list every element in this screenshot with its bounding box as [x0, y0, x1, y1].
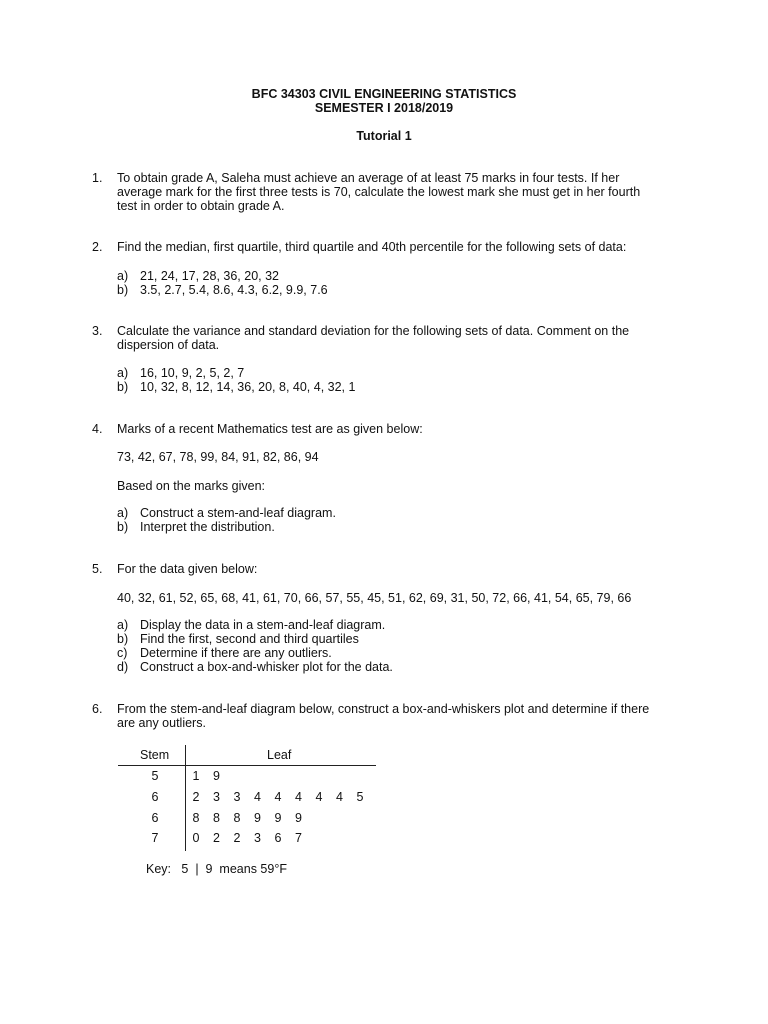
- sub-item-label: a): [117, 618, 129, 632]
- sub-item-label: a): [117, 269, 129, 283]
- leaf-value: 6: [274, 831, 282, 845]
- question-number: 4.: [92, 422, 103, 436]
- leaf-value: 4: [254, 790, 261, 804]
- sub-item-label: b): [117, 380, 129, 394]
- leaf-value: 0: [192, 831, 200, 845]
- sub-item-text: Interpret the distribution.: [140, 520, 275, 534]
- sub-item-label: a): [117, 506, 129, 520]
- question-text-line: dispersion of data.: [117, 338, 220, 352]
- leaf-header: Leaf: [267, 748, 292, 762]
- leaf-value: 4: [274, 790, 282, 804]
- question-intro: Based on the marks given:: [117, 479, 265, 493]
- data-line: 40, 32, 61, 52, 65, 68, 41, 61, 70, 66, 57, 55, 45, 51, 62, 69, 31, 50, 72, 66, 41, 54, 65, 79, 66: [117, 591, 632, 605]
- sub-item-text: Display the data in a stem-and-leaf diagram.: [140, 618, 386, 632]
- stem-and-leaf-table: [118, 745, 376, 853]
- sub-item-text: 16, 10, 9, 2, 5, 2, 7: [140, 366, 245, 380]
- leaf-value: 9: [274, 811, 282, 825]
- leaf-value: 1: [192, 769, 200, 783]
- sub-item-label: b): [117, 632, 129, 646]
- question-number: 6.: [92, 702, 103, 716]
- leaf-value: 2: [233, 831, 241, 845]
- question-text-line: From the stem-and-leaf diagram below, construct a box-and-whiskers plot and determine if there: [117, 702, 650, 716]
- question-text-line: To obtain grade A, Saleha must achieve an average of at least 75 marks in four tests. If her: [117, 171, 620, 185]
- leaf-value: 9: [213, 769, 220, 783]
- sub-item-text: Construct a box-and-whisker plot for the data.: [140, 660, 393, 674]
- sub-item-text: Construct a stem-and-leaf diagram.: [140, 506, 336, 520]
- stem-value: 7: [151, 831, 159, 845]
- leaf-value: 4: [315, 790, 323, 804]
- sub-item-text: 21, 24, 17, 28, 36, 20, 32: [140, 269, 280, 283]
- leaf-value: 9: [254, 811, 261, 825]
- course-title: BFC 34303 CIVIL ENGINEERING STATISTICS: [251, 87, 517, 101]
- question-text-line: are any outliers.: [117, 716, 206, 730]
- question-text-line: test in order to obtain grade A.: [117, 199, 285, 213]
- tutorial-title: Tutorial 1: [356, 129, 412, 143]
- table-header-rule: [118, 765, 376, 766]
- semester-title: SEMESTER I 2018/2019: [314, 101, 454, 115]
- leaf-value: 8: [233, 811, 241, 825]
- stem-header: Stem: [140, 748, 170, 762]
- sub-item-text: Find the first, second and third quartiles: [140, 632, 359, 646]
- sub-item-text: Determine if there are any outliers.: [140, 646, 332, 660]
- leaf-value: 3: [233, 790, 241, 804]
- sub-item-label: a): [117, 366, 129, 380]
- question-number: 2.: [92, 240, 103, 254]
- leaf-value: 2: [192, 790, 200, 804]
- leaf-value: 3: [213, 790, 220, 804]
- sub-item-label: b): [117, 283, 129, 297]
- question-text-line: For the data given below:: [117, 562, 258, 576]
- question-text-line: Calculate the variance and standard deviation for the following sets of data. Comment on the: [117, 324, 630, 338]
- question-text-line: average mark for the first three tests is 70, calculate the lowest mark she must get in her fourth: [117, 185, 641, 199]
- stem-value: 5: [151, 769, 159, 783]
- leaf-value: 2: [213, 831, 220, 845]
- question-number: 3.: [92, 324, 103, 338]
- sub-item-label: b): [117, 520, 129, 534]
- leaf-value: 5: [356, 790, 364, 804]
- sub-item-label: c): [117, 646, 128, 660]
- stem-value: 6: [151, 790, 159, 804]
- leaf-value: 9: [295, 811, 302, 825]
- question-number: 1.: [92, 171, 103, 185]
- leaf-value: 4: [295, 790, 302, 804]
- stem-value: 6: [151, 811, 159, 825]
- question-number: 5.: [92, 562, 103, 576]
- leaf-value: 8: [213, 811, 220, 825]
- leaf-value: 7: [295, 831, 302, 845]
- sub-item-label: d): [117, 660, 129, 674]
- question-text-line: Marks of a recent Mathematics test are as given below:: [117, 422, 423, 436]
- stem-leaf-divider: [185, 745, 186, 851]
- stem-leaf-key: Key: 5 | 9 means 59°F: [146, 862, 287, 876]
- sub-item-text: 3.5, 2.7, 5.4, 8.6, 4.3, 6.2, 9.9, 7.6: [140, 283, 328, 297]
- leaf-value: 4: [336, 790, 343, 804]
- sub-item-text: 10, 32, 8, 12, 14, 36, 20, 8, 40, 4, 32, 1: [140, 380, 356, 394]
- leaf-value: 3: [254, 831, 261, 845]
- question-text-line: Find the median, first quartile, third quartile and 40th percentile for the following sets of data:: [117, 240, 627, 254]
- leaf-value: 8: [192, 811, 200, 825]
- data-line: 73, 42, 67, 78, 99, 84, 91, 82, 86, 94: [117, 450, 319, 464]
